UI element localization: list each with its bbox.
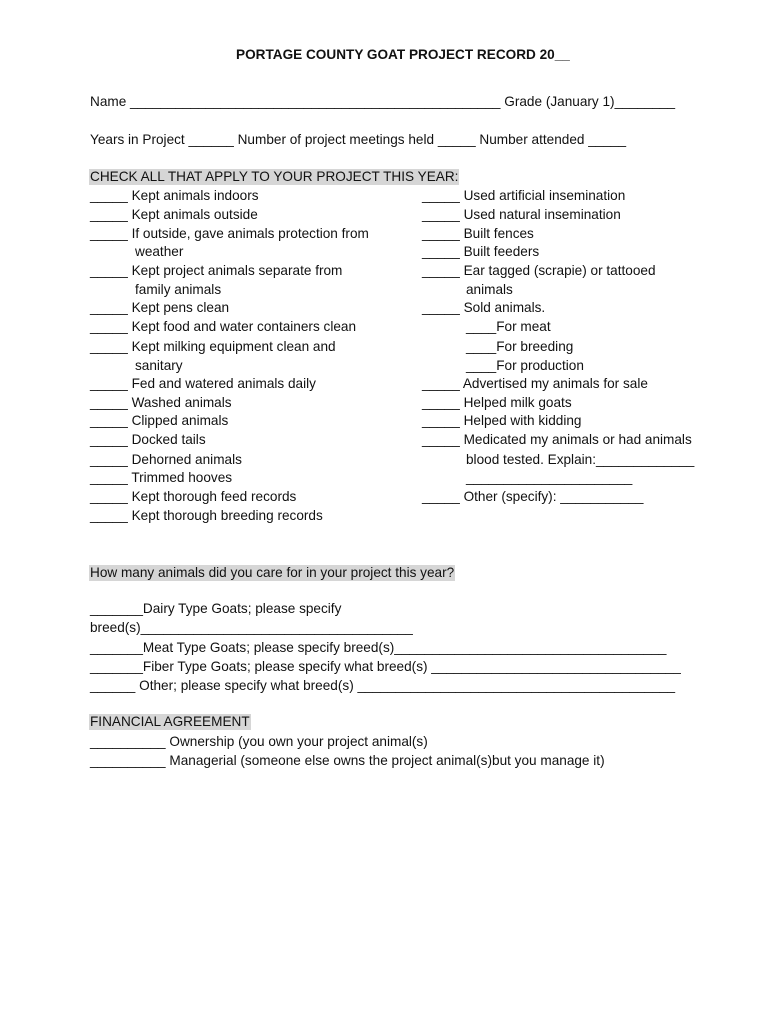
- checklist-right-item: _____ Built feeders: [422, 244, 540, 259]
- checklist-left-item: _____ If outside, gave animals protection from: [90, 226, 369, 241]
- checklist-left-item: _____ Kept animals indoors: [90, 188, 259, 203]
- animals-line: _______Meat Type Goats; please specify breed(s)____________________________________: [90, 640, 667, 655]
- checklist-left-item: _____ Kept milking equipment clean and: [90, 339, 336, 354]
- checklist-left-item: _____ Trimmed hooves: [90, 470, 233, 485]
- animals-line: _______Fiber Type Goats; please specify what breed(s) _________________________________: [90, 659, 681, 674]
- checklist-right-item: _____ Used natural insemination: [422, 207, 621, 222]
- checklist-right-item: _____ Medicated my animals or had animals: [422, 432, 692, 447]
- page-title: PORTAGE COUNTY GOAT PROJECT RECORD 20__: [236, 47, 570, 62]
- checklist-right-item-cont: animals: [466, 282, 513, 297]
- financial-line: __________ Ownership (you own your project animal(s): [90, 734, 428, 749]
- checklist-right-item: _____ Other (specify): ___________: [422, 489, 644, 504]
- checklist-left-item: _____ Kept pens clean: [90, 300, 230, 315]
- animals-line: ______ Other; please specify what breed(s) __________________________________________: [90, 678, 676, 693]
- checklist-heading: CHECK ALL THAT APPLY TO YOUR PROJECT THIS YEAR:: [90, 169, 459, 184]
- checklist-left-item-cont: weather: [135, 244, 184, 259]
- checklist-left-item: _____ Kept thorough feed records: [90, 489, 297, 504]
- checklist-left-item: _____ Kept animals outside: [90, 207, 258, 222]
- checklist-right-item: _____ Built fences: [422, 226, 534, 241]
- animals-question: How many animals did you care for in your project this year?: [90, 565, 455, 580]
- name-line: Name _________________________________________________ Grade (January 1)________: [90, 94, 676, 109]
- checklist-right-item: _____ Used artificial insemination: [422, 188, 626, 203]
- checklist-right-item: _____ Sold animals.: [422, 300, 546, 315]
- checklist-right-subitem: ____For meat: [466, 319, 551, 334]
- animals-line: breed(s)____________________________________: [90, 620, 413, 635]
- checklist-left-item: _____ Dehorned animals: [90, 452, 242, 467]
- checklist-right-item: _____ Advertised my animals for sale: [422, 376, 648, 391]
- checklist-right-subitem: ____For breeding: [466, 339, 574, 354]
- checklist-left-item: _____ Docked tails: [90, 432, 206, 447]
- checklist-left-item: _____ Kept thorough breeding records: [90, 508, 323, 523]
- checklist-left-item-cont: sanitary: [135, 358, 183, 373]
- animals-line: _______Dairy Type Goats; please specify: [90, 601, 342, 616]
- checklist-left-item: _____ Washed animals: [90, 395, 232, 410]
- checklist-left-item: _____ Fed and watered animals daily: [90, 376, 316, 391]
- checklist-right-item: _____ Helped with kidding: [422, 413, 582, 428]
- checklist-left-item-cont: family animals: [135, 282, 222, 297]
- checklist-left-item: _____ Clipped animals: [90, 413, 229, 428]
- checklist-right-subitem: ____For production: [466, 358, 584, 373]
- checklist-right-item-cont: blood tested. Explain:_____________: [466, 452, 695, 467]
- checklist-right-item-cont: ______________________: [466, 470, 633, 485]
- checklist-left-item: _____ Kept food and water containers clean: [90, 319, 357, 334]
- checklist-right-item: _____ Helped milk goats: [422, 395, 572, 410]
- years-line: Years in Project ______ Number of project meetings held _____ Number attended _____: [90, 132, 627, 147]
- checklist-right-item: _____ Ear tagged (scrapie) or tattooed: [422, 263, 656, 278]
- checklist-left-item: _____ Kept project animals separate from: [90, 263, 343, 278]
- financial-heading: FINANCIAL AGREEMENT: [90, 714, 250, 729]
- financial-line: __________ Managerial (someone else owns the project animal(s)but you manage it): [90, 753, 605, 768]
